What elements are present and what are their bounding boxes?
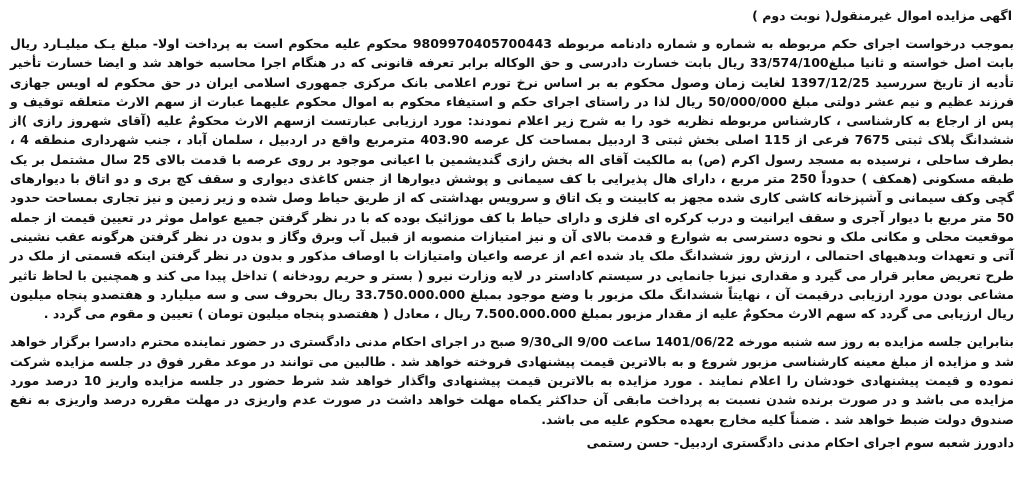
notice-paragraph-case-details: بموجب درخواست اجرای حکم مربوطه به شماره و شماره دادنامه مربوطه 9809970405700443 محکوم علیه محکوم است به پرداخت اولا- مبلغ یـک میلیـارد ریال بابت اصل خواسته و ثانیا مبلغ33/574/100 ریال بابت خسارت دادرسی و حق الوکاله برابر تعرفه قانونی که در هنگام اجرا محاسبه خواهد شد و ایضا خسارت تأخیر تأدیه از تاریخ سررسید 1397/12/25 لغایت زمان وصول محکوم به بر اساس نرخ تورم اعلامی بانک مرکزی جمهوری اسلامی ایران در حق محکوم له اویس جهازی فرزند عظیم و نیم عشر دولتی مبلغ 50/000/000 ریال لذا در راستای اجرای حکم و استیفاء محکوم به اموال محکوم علیهما عبارت از سهم الارث متعلقه توقیف و پس از ارجاع به کارشناسی ، کارشناس مربوطه نظریه خود را به شرح زیر اعلام نمودند: مورد ارزیابی عبارتست ازسهم الارث محکومٌ علیه (آقای شهروز رازی )از ششدانگ پلاک ثبتی 7675 فرعی از 115 اصلی بخش ثبتی 3 اردبیل بمساحت کل عرصه 403.90 مترمربع واقع در اردبیل ، سلمان آباد ، جنب شهرداری منطقه 4 ، بطرف ساحلی ، نرسیده به مسجد رسول اکرم (ص) به مالکیت آقای اله بخش رازی گندیشمین با اعیانی موجود بر روی عرصه با قدمت بالای 25 سال مشتمل بر یک طبقه مسکونی (همکف ) حدوداً 250 متر مربع ، دارای هال پذیرایی با کف سیمانی و پوشش دیوارها از جنس کاغذی دیواری و سقف کچ بری و دو اتاق با دیوارهای گچی وکف سیمانی و آشپزخانه کاشی کاری شده مجهز به کابینت و یک اتاق و سرویس بهداشتی که از طریق حیاط وصل شده و زیر زمین و نیز تجاری بمساحت حدود 50 متر مربع با دیوار آجری و سقف ایرانیت و درب کرکره ای فلزی و دارای حیاط با کف موزائیک بوده که با در نظر گرفتن جمیع عوامل موثر در تعیین قیمت از جمله موقعیت محلی و مکانی ملک و نحوه دسترسی به شوارع و قدمت بالای آن و نیز امتیازات منصوبه از قبیل آب وبرق وگاز و بدون در نظر گرفتن هرگونه عقب نشینی آتی و تعهدات وبدهیهای احتمالی ، ارزش روز ششدانگ ملک یاد شده اعم از عرصه واعیان وامتیازات با اوصاف مذکور و بدون در نظر گرفتن اینکه قسمتی از ملک در طرح تعریض معابر قرار می گیرد و مقداری نیزبا جانمایی در سیستم کاداستر در لایه وزارت نیرو ( بستر و حریم رودخانه ) تداخل پیدا می کند و همچنین با لحاظ تاثیر مشاعی بودن مورد ارزیابی درقیمت آن ، نهایتاً ششدانگ ملک مزبور با وضع موجود بمبلغ 33.750.000.000 ریال بحروف سی و سه میلیارد و هفتصدو پنجاه میلیون ریال ارزیابی می گردد که سهم الارث محکومٌ علیه از مقدار مزبور بمبلغ 7.500.000.000 ریال ، معادل ( هفتصدو پنجاه میلیون تومان ) تعیین و مقوم می گردد .: [10, 36, 1015, 322]
notice-title: اگهی مزایده اموال غیرمنقول( نوبت دوم ): [752, 8, 1012, 23]
notice-signature: دادورز شعبه سوم اجرای احکام مدنی دادگستری اردبیل- حسن رستمی: [586, 434, 1014, 450]
notice-paragraph-auction-terms: بنابراین جلسه مزایده به روز سه شنبه مورخه 1401/06/22 ساعت 9/00 الی9/30 صبح در اجرای احکام مدنی دادگستری در حضور نماینده محترم دادسرا برگزار خواهد شد و مزایده از مبلغ معینه کارشناسی مزبور شروع و به بالاترین قیمت پیشنهادی فروخته خواهد شد . طالبین می توانند در موعد مقرر فوق در جلسه مزایده شرکت نموده و قیمت پیشنهادی خودشان را اعلام نمایند . مورد مزایده به بالاترین قیمت پیشنهادی واگذار خواهد شد شرط حضور در جلسه مزایده واریز 10 درصد مورد مزایده می باشد و در صورت برنده شدن نسبت به پرداخت مابقی آن حداکثر یکماه مهلت خواهد داشت در صورت عدم واریزی در مهلت مقرره درصد واریزی به نفع صندوق دولت ضبط خواهد شد . ضمناً کلیه مخارج بعهده محکوم علیه می باشد.: [10, 334, 1014, 427]
